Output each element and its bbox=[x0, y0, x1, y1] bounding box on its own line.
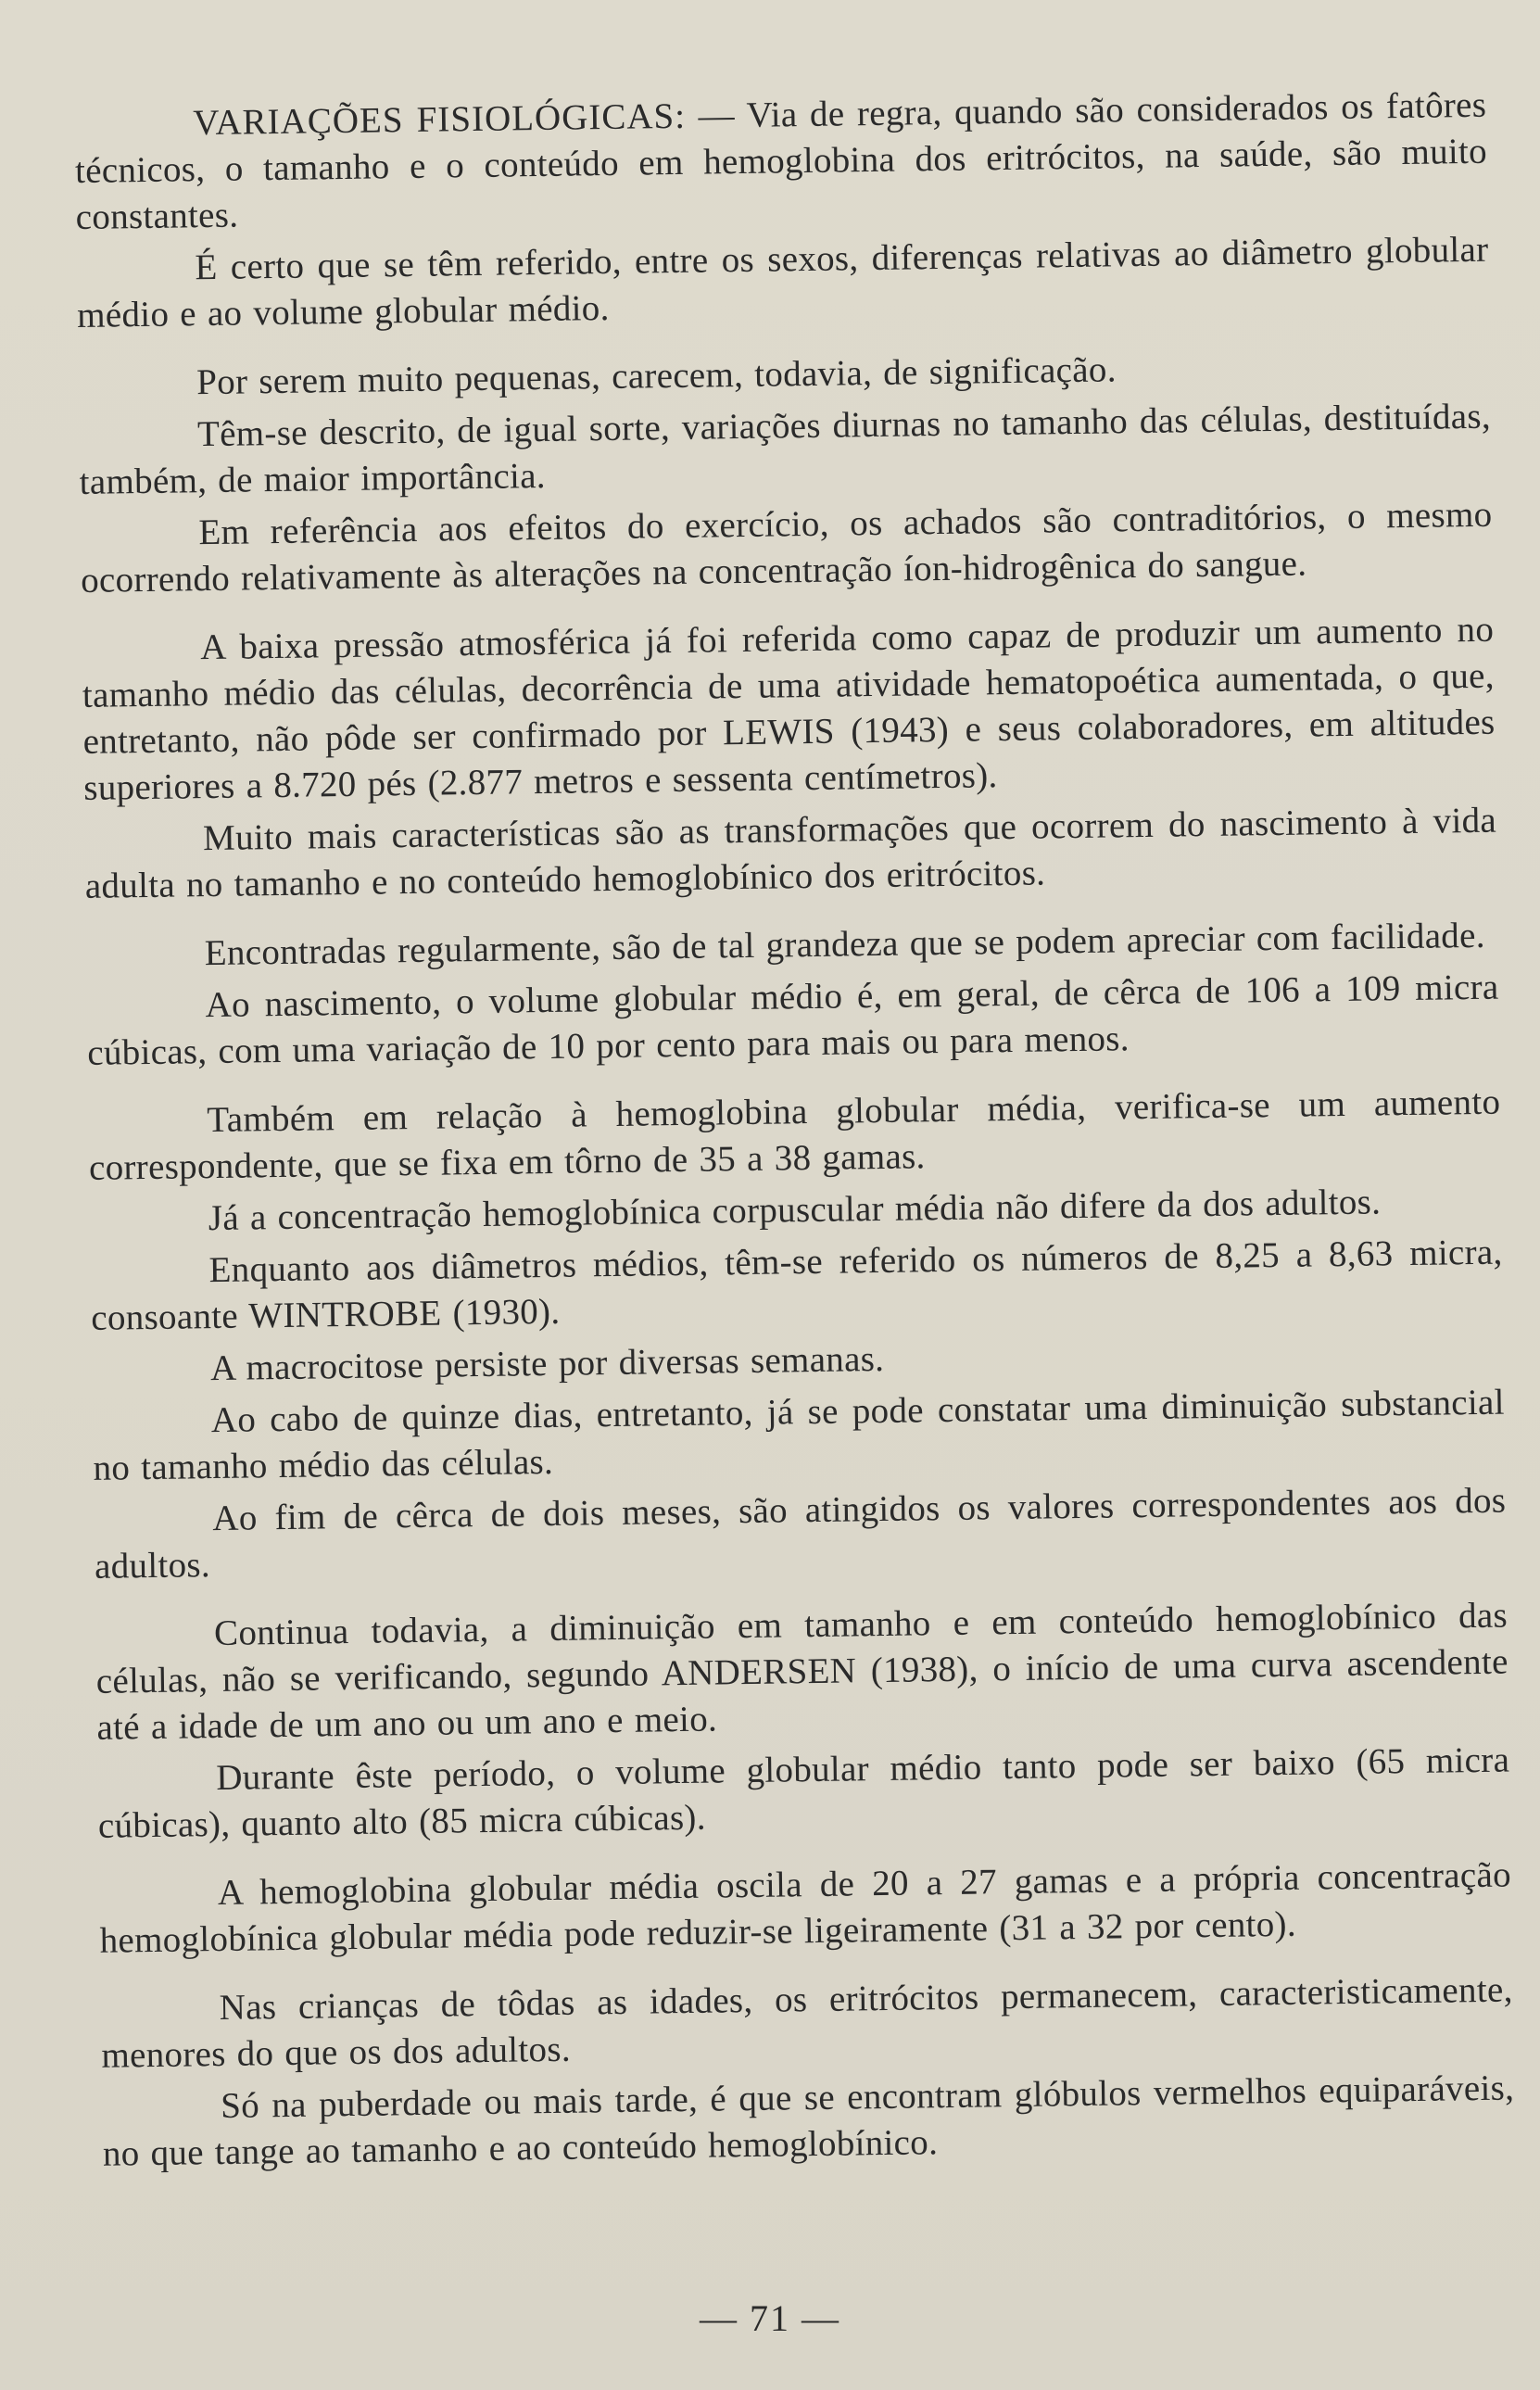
paragraph: Ao nascimento, o volume globular médio é, em geral, de cêrca de 106 a 109 micra cúbicas, com uma variação de 10 por cento para mais ou para menos. bbox=[87, 967, 1499, 1073]
paragraph: Também em relação à hemoglobina globular média, verifica-se um aumento correspondente, que se fixa em tôrno de 35 a 38 gamas. bbox=[88, 1081, 1501, 1188]
paragraph bbox=[74, 82, 1488, 241]
paragraph: Só na puberdade ou mais tarde, é que se encontram glóbulos vermelhos equiparáveis, no que tange ao tamanho e ao conteúdo hemoglobínico. bbox=[102, 2068, 1515, 2174]
paragraph: Ao cabo de quinze dias, entretanto, já se pode constatar uma diminuição substancial no tamanho médio das células. bbox=[93, 1382, 1506, 1488]
paragraph: A hemoglobina globular média oscila de 20 a 27 gamas e a própria concentração hemoglobínica globular média pode reduzir-se ligeiramente (31 a 32 por cento). bbox=[99, 1854, 1512, 1961]
paragraph: Muito mais características são as transformações que ocorrem do nascimento à vida adulta no tamanho e no conteúdo hemoglobínico dos eritrócitos. bbox=[84, 800, 1497, 906]
paragraph: A macrocitose persiste por diversas semanas. bbox=[209, 1338, 885, 1389]
paragraph: É certo que se têm referido, entre os sexos, diferenças relativas ao diâmetro globular médio e ao volume globular médio. bbox=[76, 229, 1489, 335]
paragraph: Durante êste período, o volume globular médio tanto pode ser baixo (65 micra cúbicas), quanto alto (85 micra cúbicas). bbox=[97, 1739, 1510, 1846]
body-text bbox=[74, 82, 1515, 2178]
page-number: — 71 — bbox=[700, 2297, 840, 2339]
paragraph: Continua todavia, a diminuição em tamanho e em conteúdo hemoglobínico das células, não se verificando, segundo ANDERSEN (1938), o início de uma curva ascendente até a idade de um ano ou um ano e meio. bbox=[95, 1595, 1508, 1748]
paragraph: A baixa pressão atmosférica já foi referida como capaz de produzir um aumento no tamanho médio das células, decorrência de uma atividade hematopoética aumentada, o que, entretanto, não pôde ser confirmado por LEWIS (1943) e seus colaboradores, em altitudes superiores a 8.720 pés (2.877 metros e sessenta centímetros). bbox=[82, 609, 1496, 808]
paragraph: Já a concentração hemoglobínica corpuscular média não difere da dos adultos. bbox=[208, 1182, 1382, 1239]
paragraph: Ao fim de cêrca de dois meses, são atingidos os valores correspondentes aos dos adultos. bbox=[94, 1480, 1507, 1587]
paragraph: Encontradas regularmente, são de tal grandeza que se podem apreciar com facilidade. bbox=[204, 915, 1486, 974]
paragraph: Por serem muito pequenas, carecem, todavia, de significação. bbox=[196, 349, 1117, 403]
paragraph-text: — Via de regra, quando são considerados os fatôres técnicos, o tamanho e o conteúdo em hemoglobina dos eritrócitos, na saúde, são muito constantes. bbox=[74, 84, 1488, 237]
paragraph: Enquanto aos diâmetros médios, têm-se referido os números de 8,25 a 8,63 micra, consoante WINTROBE (1930). bbox=[91, 1232, 1503, 1338]
paragraph: Nas crianças de tôdas as idades, os eritrócitos permanecem, caracteristicamente, menores do que os dos adultos. bbox=[101, 1969, 1513, 2076]
paragraph: Em referência aos efeitos do exercício, os achados são contraditórios, o mesmo ocorrendo relativamente às alterações na concentração íon-hidrogênica do sangue. bbox=[80, 494, 1493, 601]
paragraph: Têm-se descrito, de igual sorte, variações diurnas no tamanho das células, destituídas, também, de maior importância. bbox=[79, 396, 1492, 502]
section-heading: VARIAÇÕES FISIOLÓGICAS: bbox=[193, 95, 687, 144]
